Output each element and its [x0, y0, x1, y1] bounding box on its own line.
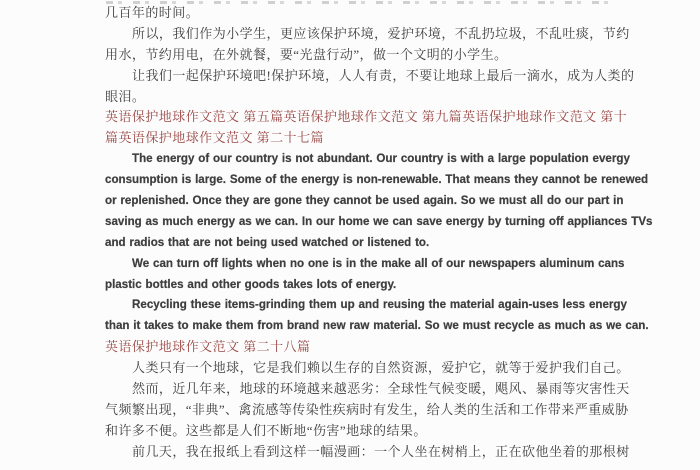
text-line: 英语保护地球作文范文 第二十八篇	[105, 339, 311, 355]
text-line: 篇英语保护地球作文范文 第二十七篇	[105, 130, 324, 146]
text-line: 气频繁出现，“非典”、禽流感等传染性疾病时有发生，给人类的生活和工作带来严重威胁	[105, 401, 629, 417]
text-line: The energy of our country is not abundant. Our country is with a large population evergy	[132, 152, 630, 166]
text-line: Recycling these items-grinding them up and reusing the material again-uses less energy	[132, 298, 627, 312]
text-line: 然而，近几年来，地球的环境越来越恶劣：全球性气候变暖，飓风、暴雨等灾害性天	[132, 381, 630, 397]
text-line: 所以，我们作为小学生，更应该保护环境，爱护环境，不乱扔垃圾，不乱吐痰，节约	[132, 25, 630, 41]
text-block	[105, 3, 653, 463]
text-line: than it takes to make them from brand new raw material. So we must recycle as much as we can.	[105, 319, 649, 333]
text-line: 人类只有一个地球，它是我们赖以生存的自然资源，爱护它，就等于爱护我们自己。	[132, 360, 630, 376]
text-line: 几百年的时间。	[105, 5, 200, 20]
text-line: We can turn off lights when no one is in the make all of our newspapers aluminum cans	[132, 256, 625, 270]
text-line: or replenished. Once they are gone they cannot be used again. So we must all do our part in	[105, 194, 624, 208]
text-line: 眼泪。	[105, 88, 146, 104]
text-line: 前几天，我在报纸上看到这样一幅漫画：一个人坐在树梢上，正在砍他坐着的那根树	[132, 443, 630, 459]
text-line: 用水，节约用电，在外就餐，要“光盘行动”，做一个文明的小学生。	[105, 46, 508, 62]
text-line: 和许多不便。这些都是人们不断地“伤害”地球的结果。	[105, 422, 427, 438]
text-line: plastic bottles and other goods takes lots of energy.	[105, 277, 397, 291]
text-line: consumption is large. Some of the energy is non-renewable. That means they cannot be renewed	[105, 173, 649, 187]
text-line: and radios that are not being used watched or listened to.	[105, 235, 430, 249]
text-line: 让我们一起保护环境吧!保护环境，人人有责，不要让地球上最后一滴水，成为人类的	[132, 67, 635, 83]
text-line: 英语保护地球作文范文 第五篇英语保护地球作文范文 第九篇英语保护地球作文范文 第十	[105, 109, 628, 125]
text-line: saving as much energy as we can. In our home we can save energy by turning off appliances TVs	[105, 214, 653, 228]
